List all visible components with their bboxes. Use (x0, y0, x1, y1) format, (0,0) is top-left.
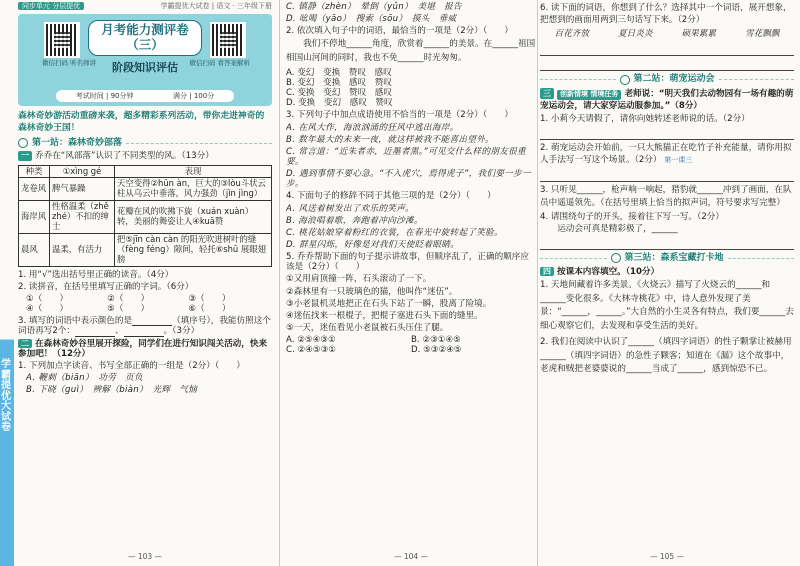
answer-line[interactable] (540, 168, 794, 182)
answer-line[interactable] (540, 57, 794, 71)
question: 3. 填写的词语中表示颜色的是 （填序号），我能仿照这个词语再写2个： 、 。（3分） (18, 316, 271, 337)
exam-title: 月考能力测评卷（三） (88, 20, 202, 56)
blank-item[interactable]: ⑤（ ） (107, 304, 150, 315)
question: 2. 萌宠运动会开始前，一只大熊猫正在吃竹子补充能量，请你用拟人手法写一写这个场景。（2分） 第一课三 (540, 143, 792, 166)
option: C. 镇静（zhèn） 晕倒（yǔn） 美堪 报告 (286, 2, 462, 12)
answer-blank[interactable] (132, 316, 172, 326)
middle-column (286, 0, 536, 566)
answer-line[interactable] (540, 236, 794, 250)
table-row: 海岸风 性格温柔（zhě zhé）不扣的绅士 花瓣在风的吹拂下旋（xuán xuàn）转，美丽的舞姿让人④kuā赞 (19, 201, 272, 234)
blank-item[interactable]: ③（ ） (188, 293, 231, 304)
blank-item[interactable]: ②（ ） (107, 293, 150, 304)
question: 2. 我们在阅读中认识了______（填四字词语）的性子颗掌让被赫用______（填四字词语）的急性子颗客；知道在《漏》这个故事中，老虎和贼把老婆婆说的______当成了______，感到惊恐不已。 (540, 336, 792, 375)
sentence: ①又用肩顶撞一阵，石头滚动了一下。 (286, 274, 432, 285)
stage-heading: 第二站：萌宠运动会 (540, 74, 794, 85)
table-header: 表现 (115, 165, 272, 178)
question: 3. 只听见______，枪声响一响起，猎豹就______冲到了画面，在队员中遥遥领先。（在括号里填上恰当的拟声词，符号要求写完整） (540, 185, 792, 208)
table-header: 种类 (19, 165, 50, 178)
exam-score: 满分 | 100分 (173, 91, 215, 100)
table-row: 龙卷风 脾气暴躁 天空变得②hūn àn，巨大的③lòu斗状云柱从乌云中垂落，风力强劲（jìn jìng） (19, 178, 272, 201)
options: A. ②⑤④③① B. ②③①④⑤ C. ②④⑤③① D. ⑤③②④⑤ (286, 335, 462, 356)
option: A. 风送着树发出了欢乐的笑声。 (286, 203, 415, 214)
header-right: 学霸提优大试卷 | 语文 · 三年级下册 (160, 1, 272, 10)
exam-time: 考试时间 | 90分钟 (75, 91, 134, 100)
question: 1. 天地间藏着许多美景。《火烧云》描写了火烧云的______和______变化很多。《大林寺桃花》中，诗人意外发现了美景：“______，______。”大自然的小生灵各有特点，我们要______去细心观察它们，去发现和享受生活的美好。 (540, 279, 794, 332)
question: 1. 用“√”选出括号里正确的读音。（4分） (18, 269, 174, 280)
question: 4. 请围绕句子的开头，接着往下写一写。（2分） (540, 211, 724, 222)
blank-item[interactable]: ⑥（ ） (188, 304, 231, 315)
question: 二 在森林奇妙谷里展开探险，同学们在进行知识闯关活动，快来参加吧！（12分） (18, 338, 268, 359)
divider (279, 0, 280, 566)
question: 3. 下列句子中加点成语使用不恰当的一项是（2分）（ ） (286, 110, 513, 121)
question-text: 运动会可真是精彩极了，______ (557, 224, 678, 234)
qr-code-icon (44, 22, 80, 58)
intro-text: 森林奇妙游活动重磅来袭，超多精彩系列活动，带你走进神奇的森林奇妙王国！ (18, 111, 265, 133)
qr-code-icon (210, 22, 246, 58)
blank-item[interactable]: ①（ ） (26, 293, 69, 304)
magnifier-icon (620, 75, 630, 85)
question-text: 我们不停地______角度，欣赏着______的美景。在______祖国相国山河间的同时，我也不免______时光匆匆。 (286, 39, 536, 64)
page-number: — 105 — (649, 552, 685, 562)
sentence: ②森林里有一只玻璃色的猫，他叫作“迷伍”。 (286, 286, 458, 297)
stage-heading: 第三站：森系宝藏打卡地 (540, 253, 794, 264)
sentence: ③小老鼠机灵地把正在石头下站了一瞬，股离了险境。 (286, 298, 492, 309)
sentence: ④迷伍找来一根棍子，把棍子塞进石头下面的缝里。 (286, 310, 483, 321)
option: B. 数年最大的未来一夜，就这样被我不能喜出望外。 (286, 134, 494, 145)
question: 1. 小莉今天请假了，请你向她转述老师说的话。（2分） (540, 113, 750, 124)
answer-blank[interactable] (75, 327, 115, 337)
qr-label: 微信扫码 看答案解析 (189, 59, 250, 67)
question: 四 按课本内容填空。（10分） (540, 267, 794, 277)
option: B. 下晓（guì） 辨解（biàn） 光辉 气恼 (26, 385, 198, 396)
options: A. 变幻 变换 赞叹 感叹 B. 变幻 变换 感叹 赞叹 C. 变换 变幻 赞叹 感叹 D. 变换 变幻 感叹 赞叹 (286, 67, 393, 109)
stage-heading: 第一站：森林奇妙部落 (18, 138, 272, 149)
question: 1. 下列加点字读音、书写全部正确的一组是（2分）（ ） (18, 360, 245, 371)
option: C. 桃花姑娘穿着粉红的衣裳，在春光中旋转起了笑脸。 (286, 227, 503, 238)
right-column (540, 0, 794, 566)
option: B. 海浪唱着歌，奔跑着冲向沙滩。 (286, 215, 423, 226)
question: 三 创新情境 情境任务 老师说：“明天我们去动物园有一场有趣的萌宠运动会，请大家穿运动服参加。”（8分） (540, 88, 794, 111)
option: D. 群星闪烁，好像是对我们天使眨着眼睛。 (286, 240, 460, 251)
question: 2. 读拼音，在括号里填写正确的字词。（6分） (18, 281, 194, 292)
task-badge: 创新情境 情境任务 (557, 90, 621, 100)
question: 2. 依次填入句子中的词语，最恰当的一项是（2分）（ ） (286, 26, 513, 37)
sentence: ⑤一天，迷伍看见小老鼠被石头压住了腿。 (286, 323, 449, 334)
header-tag: 同步单元 分层提优 (18, 2, 84, 10)
answer-blanks (26, 294, 272, 314)
blank-item[interactable]: ④（ ） (26, 304, 69, 315)
option: D. 吆喝（yāo） 搜索（sōu） 摸头 垂威 (286, 14, 457, 25)
answer-blank[interactable] (124, 327, 164, 337)
qr-label: 微信扫码 听名师讲 (42, 59, 97, 67)
page-number: — 103 — (127, 552, 163, 562)
wind-table (18, 165, 272, 267)
option: A. 鞭刺（biān） 功劳 页负 (26, 372, 143, 383)
page-number: — 104 — (393, 552, 429, 562)
table-row: 晨风 温柔，有活力 把⑤jīn càn càn 的阳光吹进树叶的缝（fèng féng）隙间，轻托⑥shū 展眼翅膀 (19, 233, 272, 266)
option: A. 在风大作，海浪汹涌的狂风中逃出海岸。 (286, 122, 459, 133)
question: 一 乔乔在“风部落”认识了不同类型的风。（13分） (18, 151, 272, 161)
word-list: 百花齐放 夏日炎炎 硕果累累 雪花飘飘 (554, 29, 780, 40)
answer-line[interactable] (540, 42, 794, 56)
answer-line[interactable] (540, 126, 794, 140)
question: 4. 下面句子的修辞不同于其他三项的是（2分）（ ） (286, 191, 496, 202)
tip-label: 第一课三 (664, 156, 693, 165)
question: 5. 乔乔帮助下面的句子提示讲故事，但顺序乱了，正确的顺序应该是（2分）（ ） (286, 252, 529, 273)
magnifier-icon (18, 138, 28, 148)
divider (537, 0, 538, 566)
option: C. 常言道：“近朱者赤，近墨者黑。”可见交什么样的朋友很重要。 (286, 146, 526, 168)
question: 6. 读下面的词语，你想到了什么？选择其中一个词语，展开想象，把想到的画面用两到三句话写下来。（2分） (540, 3, 792, 26)
exam-subtitle: 阶段知识评估 (112, 60, 178, 74)
magnifier-icon (611, 253, 621, 263)
exam-meta (56, 90, 234, 102)
left-column (18, 0, 272, 566)
exam-title-box (18, 14, 272, 106)
page-header (18, 0, 272, 12)
sidebar-text: 学霸提优大试卷 (1, 359, 11, 433)
option: D. 遇到事情不要心急。“不入虎穴，焉得虎子”，我们要一步一步。 (286, 169, 531, 190)
table-header: ①xìng gé (50, 165, 115, 178)
sidebar-banner (0, 0, 14, 566)
